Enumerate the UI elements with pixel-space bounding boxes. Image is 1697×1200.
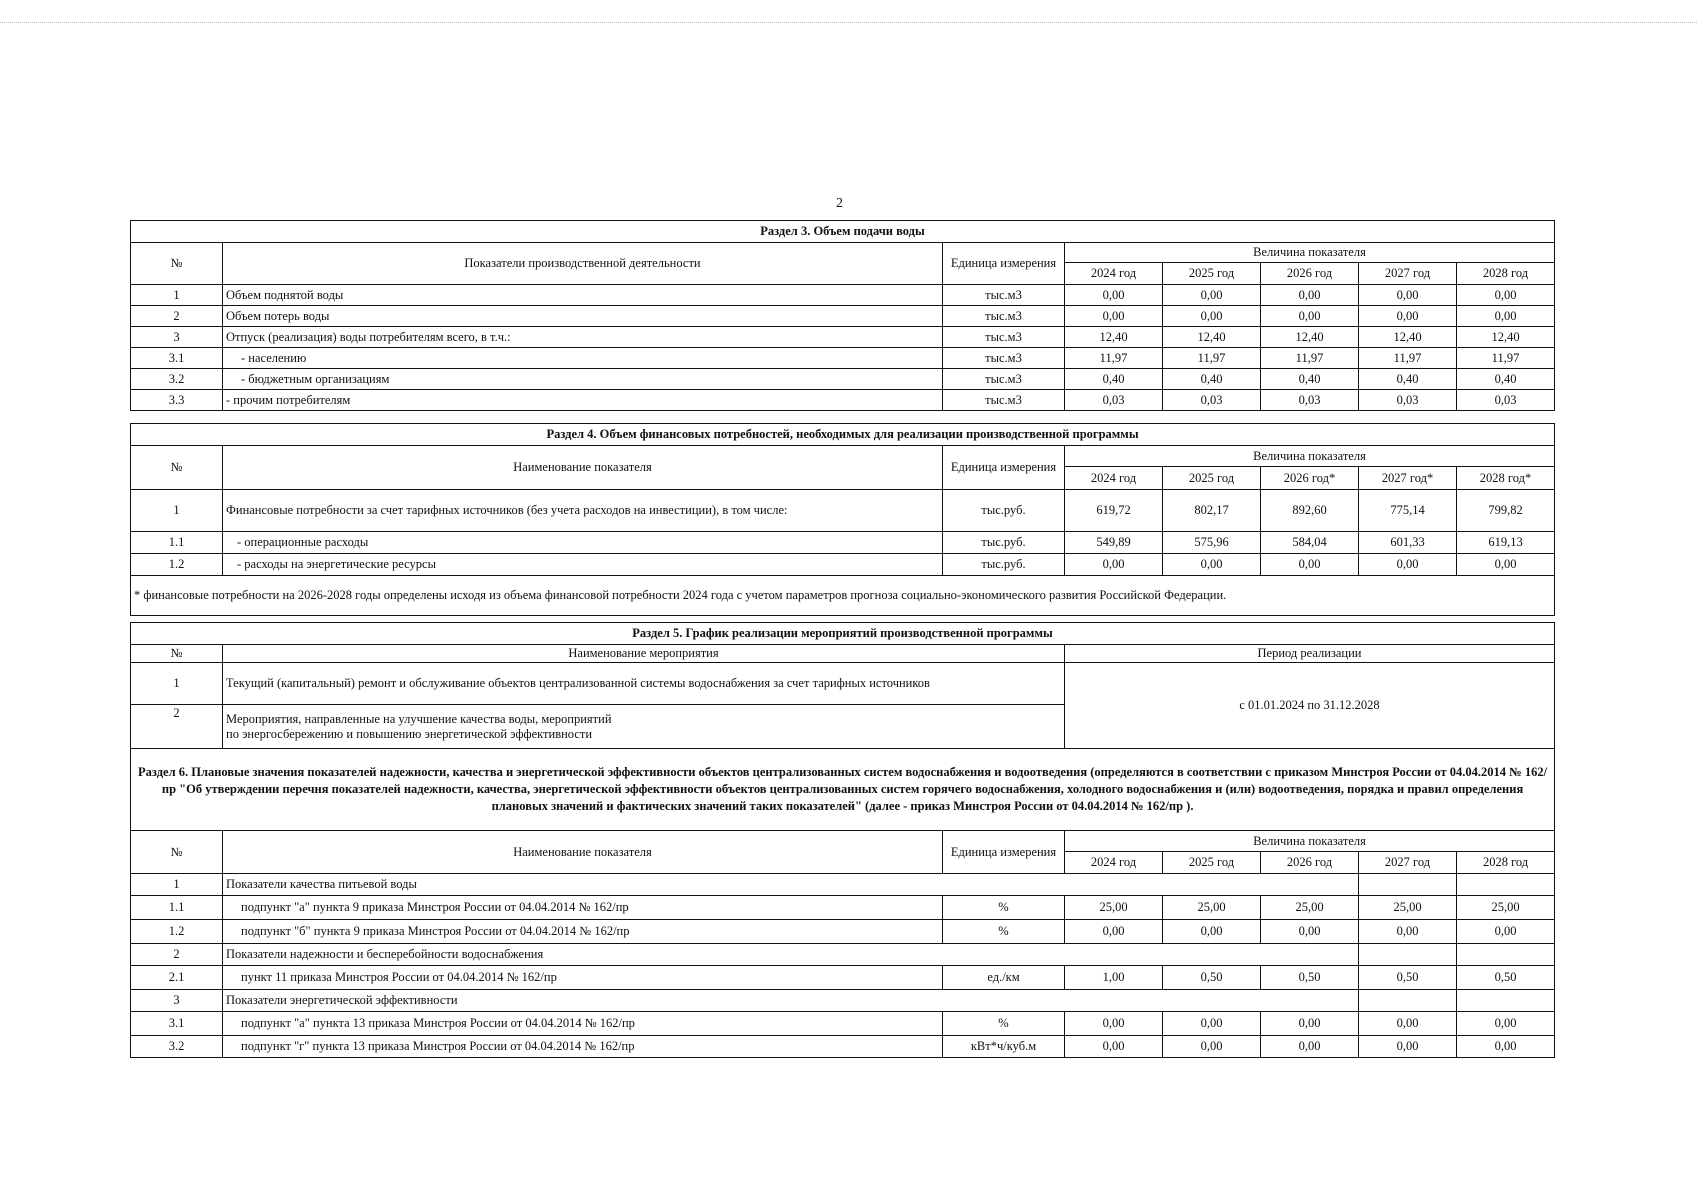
no-header: № xyxy=(131,831,223,874)
value-cell: 0,00 xyxy=(1457,306,1555,327)
value-cell: 0,40 xyxy=(1261,369,1359,390)
value-cell: 0,00 xyxy=(1261,1012,1359,1036)
row-name: пункт 11 приказа Минстроя России от 04.04.2014 № 162/пр xyxy=(223,966,943,990)
value-cell: 0,40 xyxy=(1065,369,1163,390)
table-row xyxy=(131,490,1555,532)
row-name: подпункт "б" пункта 9 приказа Минстроя России от 04.04.2014 № 162/пр xyxy=(223,920,943,944)
value-cell: 0,00 xyxy=(1065,554,1163,576)
table-row xyxy=(131,920,1555,944)
value-cell: 0,50 xyxy=(1457,966,1555,990)
value-header: Величина показателя xyxy=(1065,831,1555,852)
value-cell: 25,00 xyxy=(1359,896,1457,920)
empty-cell xyxy=(1359,944,1457,966)
value-cell: 619,13 xyxy=(1457,532,1555,554)
row-no: 3.1 xyxy=(131,1012,223,1036)
value-cell: 0,50 xyxy=(1163,966,1261,990)
row-no: 1 xyxy=(131,285,223,306)
value-cell: 0,00 xyxy=(1261,306,1359,327)
activity-name: Текущий (капитальный) ремонт и обслуживание объектов централизованной системы водоснабжения за счет тарифных источников xyxy=(223,663,1065,705)
row-unit: ед./км xyxy=(943,966,1065,990)
value-cell: 12,40 xyxy=(1163,327,1261,348)
group-name: Показатели энергетической эффективности xyxy=(223,990,1359,1012)
table-row xyxy=(131,327,1555,348)
value-cell: 0,00 xyxy=(1359,920,1457,944)
activity-period: с 01.01.2024 по 31.12.2028 xyxy=(1065,663,1555,749)
value-cell: 0,00 xyxy=(1163,1036,1261,1058)
value-cell: 0,40 xyxy=(1163,369,1261,390)
table-row xyxy=(131,285,1555,306)
row-no: 3.2 xyxy=(131,369,223,390)
year-header: 2027 год* xyxy=(1359,467,1457,490)
value-cell: 11,97 xyxy=(1457,348,1555,369)
year-header: 2026 год* xyxy=(1261,467,1359,490)
value-cell: 0,00 xyxy=(1163,1012,1261,1036)
value-cell: 0,50 xyxy=(1261,966,1359,990)
value-cell: 0,40 xyxy=(1359,369,1457,390)
name-header: Показатели производственной деятельности xyxy=(223,243,943,285)
row-no: 1.1 xyxy=(131,532,223,554)
table-row xyxy=(131,390,1555,411)
value-cell: 0,00 xyxy=(1163,306,1261,327)
value-cell: 0,00 xyxy=(1065,1012,1163,1036)
empty-cell xyxy=(1457,874,1555,896)
value-header: Величина показателя xyxy=(1065,446,1555,467)
row-unit: тыс.м3 xyxy=(943,390,1065,411)
value-cell: 0,00 xyxy=(1163,554,1261,576)
value-cell: 25,00 xyxy=(1163,896,1261,920)
row-no: 1.1 xyxy=(131,896,223,920)
value-cell: 25,00 xyxy=(1065,896,1163,920)
section5-title: Раздел 5. График реализации мероприятий производственной программы xyxy=(131,623,1555,645)
value-cell: 0,00 xyxy=(1065,306,1163,327)
section3-table xyxy=(130,220,1555,411)
activity-name xyxy=(223,705,1065,749)
table-row xyxy=(131,554,1555,576)
year-header: 2027 год xyxy=(1359,263,1457,285)
table-row xyxy=(131,369,1555,390)
activity-no: 2 xyxy=(131,705,223,749)
year-header: 2024 год xyxy=(1065,263,1163,285)
table-row xyxy=(131,990,1555,1012)
row-unit: кВт*ч/куб.м xyxy=(943,1036,1065,1058)
value-cell: 575,96 xyxy=(1163,532,1261,554)
value-cell: 0,00 xyxy=(1359,1036,1457,1058)
row-name: Финансовые потребности за счет тарифных источников (без учета расходов на инвестиции), в том числе: xyxy=(223,490,943,532)
value-cell: 0,00 xyxy=(1359,554,1457,576)
group-name: Показатели надежности и бесперебойности водоснабжения xyxy=(223,944,1359,966)
year-header: 2025 год xyxy=(1163,263,1261,285)
value-cell: 11,97 xyxy=(1261,348,1359,369)
value-cell: 0,00 xyxy=(1261,920,1359,944)
value-cell: 799,82 xyxy=(1457,490,1555,532)
value-cell: 584,04 xyxy=(1261,532,1359,554)
row-unit: тыс.м3 xyxy=(943,369,1065,390)
row-name: - бюджетным организациям xyxy=(223,369,943,390)
value-cell: 802,17 xyxy=(1163,490,1261,532)
value-cell: 0,00 xyxy=(1359,1012,1457,1036)
value-cell: 0,00 xyxy=(1065,285,1163,306)
year-header: 2024 год xyxy=(1065,467,1163,490)
row-no: 3 xyxy=(131,327,223,348)
value-cell: 0,03 xyxy=(1359,390,1457,411)
value-cell: 601,33 xyxy=(1359,532,1457,554)
value-cell: 0,00 xyxy=(1065,1036,1163,1058)
name-header: Наименование показателя xyxy=(223,831,943,874)
empty-cell xyxy=(1359,874,1457,896)
value-cell: 12,40 xyxy=(1065,327,1163,348)
section6-title: Раздел 6. Плановые значения показателей надежности, качества и энергетической эффективности объектов централизованных систем водоснабжения и водоотведения (определяются в соответствии с приказом Минстроя России от 04.04.2014 № 162/пр "Об утверждении перечня показателей надежности, качества, энергетической эффективности объектов централизованных систем горячего водоснабжения, холодного водоснабжения и (или) водоотведения, порядка и правил определения плановых значений и фактических значений таких показателей" (далее - приказ Минстроя России от 04.04.2014 № 162/пр ). xyxy=(131,749,1555,831)
row-no: 1 xyxy=(131,874,223,896)
table-row xyxy=(131,896,1555,920)
value-cell: 775,14 xyxy=(1359,490,1457,532)
value-header: Величина показателя xyxy=(1065,243,1555,263)
value-cell: 549,89 xyxy=(1065,532,1163,554)
row-unit: % xyxy=(943,896,1065,920)
value-cell: 0,03 xyxy=(1065,390,1163,411)
row-name: подпункт "а" пункта 9 приказа Минстроя России от 04.04.2014 № 162/пр xyxy=(223,896,943,920)
value-cell: 1,00 xyxy=(1065,966,1163,990)
table-row xyxy=(131,874,1555,896)
row-name: Отпуск (реализация) воды потребителям всего, в т.ч.: xyxy=(223,327,943,348)
value-cell: 619,72 xyxy=(1065,490,1163,532)
row-no: 3 xyxy=(131,990,223,1012)
value-cell: 0,00 xyxy=(1163,285,1261,306)
table-row xyxy=(131,944,1555,966)
value-cell: 0,00 xyxy=(1359,285,1457,306)
year-header: 2028 год xyxy=(1457,263,1555,285)
scan-edge-line xyxy=(0,22,1697,23)
row-name: - операционные расходы xyxy=(223,532,943,554)
value-cell: 25,00 xyxy=(1261,896,1359,920)
unit-header: Единица измерения xyxy=(943,243,1065,285)
row-unit: % xyxy=(943,920,1065,944)
row-no: 3.2 xyxy=(131,1036,223,1058)
value-cell: 0,00 xyxy=(1359,306,1457,327)
value-cell: 0,00 xyxy=(1163,920,1261,944)
section4-table xyxy=(130,423,1555,616)
section6-table xyxy=(130,748,1555,1058)
value-cell: 0,03 xyxy=(1261,390,1359,411)
value-cell: 0,03 xyxy=(1457,390,1555,411)
row-name: - прочим потребителям xyxy=(223,390,943,411)
empty-cell xyxy=(1457,944,1555,966)
value-cell: 0,00 xyxy=(1261,554,1359,576)
row-no: 1.2 xyxy=(131,920,223,944)
name-header: Наименование показателя xyxy=(223,446,943,490)
value-cell: 0,00 xyxy=(1261,285,1359,306)
row-name: - населению xyxy=(223,348,943,369)
row-name: Объем поднятой воды xyxy=(223,285,943,306)
value-cell: 11,97 xyxy=(1163,348,1261,369)
year-header: 2028 год* xyxy=(1457,467,1555,490)
row-unit: тыс.м3 xyxy=(943,285,1065,306)
row-unit: тыс.м3 xyxy=(943,306,1065,327)
table-row xyxy=(131,1036,1555,1058)
period-header: Период реализации xyxy=(1065,645,1555,663)
section5-table xyxy=(130,622,1555,749)
value-cell: 11,97 xyxy=(1359,348,1457,369)
value-cell: 0,03 xyxy=(1163,390,1261,411)
year-header: 2025 год xyxy=(1163,852,1261,874)
row-unit: % xyxy=(943,1012,1065,1036)
value-cell: 0,00 xyxy=(1457,285,1555,306)
row-name: подпункт "а" пункта 13 приказа Минстроя России от 04.04.2014 № 162/пр xyxy=(223,1012,943,1036)
activity-name-header: Наименование мероприятия xyxy=(223,645,1065,663)
table-row xyxy=(131,966,1555,990)
value-cell: 12,40 xyxy=(1261,327,1359,348)
value-cell: 0,00 xyxy=(1261,1036,1359,1058)
value-cell: 0,00 xyxy=(1065,920,1163,944)
no-header: № xyxy=(131,446,223,490)
row-no: 2 xyxy=(131,306,223,327)
section4-footnote: * финансовые потребности на 2026-2028 годы определены исходя из объема финансовой потребности 2024 года с учетом параметров прогноза социально-экономического развития Российской Федерации. xyxy=(131,576,1555,616)
value-cell: 11,97 xyxy=(1065,348,1163,369)
year-header: 2025 год xyxy=(1163,467,1261,490)
row-unit: тыс.м3 xyxy=(943,348,1065,369)
no-header: № xyxy=(131,243,223,285)
empty-cell xyxy=(1359,990,1457,1012)
row-no: 3.3 xyxy=(131,390,223,411)
value-cell: 25,00 xyxy=(1457,896,1555,920)
value-cell: 0,40 xyxy=(1457,369,1555,390)
page-number: 2 xyxy=(836,196,843,211)
row-no: 2 xyxy=(131,944,223,966)
row-unit: тыс.руб. xyxy=(943,554,1065,576)
value-cell: 0,00 xyxy=(1457,1036,1555,1058)
value-cell: 892,60 xyxy=(1261,490,1359,532)
table-row xyxy=(131,1012,1555,1036)
activity-name-line: Мероприятия, направленные на улучшение качества воды, мероприятий xyxy=(226,712,612,727)
year-header: 2026 год xyxy=(1261,263,1359,285)
row-unit: тыс.м3 xyxy=(943,327,1065,348)
value-cell: 0,50 xyxy=(1359,966,1457,990)
activity-no: 1 xyxy=(131,663,223,705)
no-header: № xyxy=(131,645,223,663)
row-no: 2.1 xyxy=(131,966,223,990)
row-unit: тыс.руб. xyxy=(943,532,1065,554)
value-cell: 0,00 xyxy=(1457,920,1555,944)
value-cell: 12,40 xyxy=(1359,327,1457,348)
empty-cell xyxy=(1457,990,1555,1012)
section4-title: Раздел 4. Объем финансовых потребностей, необходимых для реализации производственной программы xyxy=(131,424,1555,446)
row-name: - расходы на энергетические ресурсы xyxy=(223,554,943,576)
table-row xyxy=(131,348,1555,369)
row-name: Объем потерь воды xyxy=(223,306,943,327)
row-no: 1.2 xyxy=(131,554,223,576)
value-cell: 0,00 xyxy=(1457,554,1555,576)
group-name: Показатели качества питьевой воды xyxy=(223,874,1359,896)
row-unit: тыс.руб. xyxy=(943,490,1065,532)
value-cell: 0,00 xyxy=(1457,1012,1555,1036)
row-no: 3.1 xyxy=(131,348,223,369)
year-header: 2027 год xyxy=(1359,852,1457,874)
unit-header: Единица измерения xyxy=(943,831,1065,874)
year-header: 2028 год xyxy=(1457,852,1555,874)
activity-name-line: по энергосбережению и повышению энергетической эффективности xyxy=(226,726,593,741)
row-name: подпункт "г" пункта 13 приказа Минстроя России от 04.04.2014 № 162/пр xyxy=(223,1036,943,1058)
unit-header: Единица измерения xyxy=(943,446,1065,490)
row-no: 1 xyxy=(131,490,223,532)
table-row xyxy=(131,306,1555,327)
table-row xyxy=(131,532,1555,554)
year-header: 2024 год xyxy=(1065,852,1163,874)
value-cell: 12,40 xyxy=(1457,327,1555,348)
year-header: 2026 год xyxy=(1261,852,1359,874)
section3-title: Раздел 3. Объем подачи воды xyxy=(131,221,1555,243)
